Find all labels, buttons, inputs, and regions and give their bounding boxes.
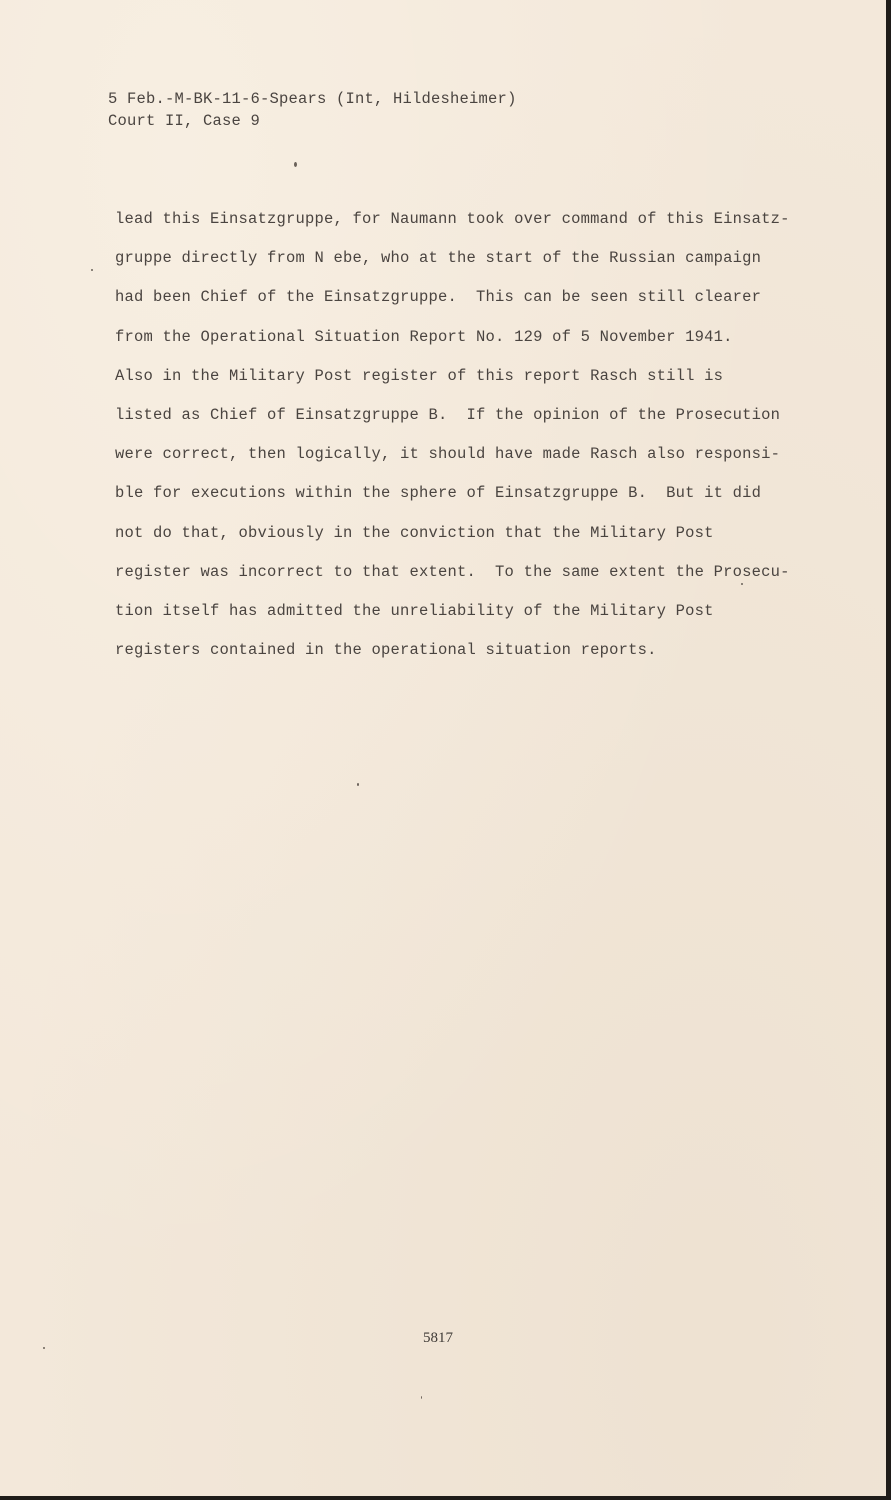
body-line: lead this Einsatzgruppe, for Naumann took over command of this Einsatz-: [115, 210, 790, 228]
document-body: [115, 200, 790, 670]
body-line: register was incorrect to that extent. To the same extent the Prosecu-: [115, 562, 790, 581]
paper-speck: [91, 269, 93, 271]
scan-edge-right: [886, 0, 891, 1500]
body-line: were correct, then logically, it should have made Rasch also responsi-: [115, 445, 781, 464]
paper-speck: [43, 1347, 45, 1349]
body-line: not do that, obviously in the conviction that the Military Post: [115, 523, 714, 542]
scan-edge-bottom: [0, 1496, 891, 1500]
paper-speck: [741, 583, 743, 585]
body-line: registers contained in the operational situation reports.: [115, 641, 657, 660]
paper-speck: [421, 1396, 422, 1399]
body-line: from the Operational Situation Report No. 129 of 5 November 1941.: [115, 327, 733, 346]
body-line: had been Chief of the Einsatzgruppe. This can be seen still clearer: [115, 288, 762, 307]
paper-speck: [357, 783, 359, 786]
body-line: Also in the Military Post register of this report Rasch still is: [115, 366, 724, 385]
header-court-line: Court II, Case 9: [108, 112, 261, 130]
page-number: 5817: [423, 1330, 453, 1346]
body-line: tion itself has admitted the unreliability of the Military Post: [115, 602, 714, 621]
body-line: ble for executions within the sphere of Einsatzgruppe B. But it did: [115, 484, 762, 503]
header-reference-line: 5 Feb.-M-BK-11-6-Spears (Int, Hildesheimer): [108, 90, 517, 108]
document-header: [108, 88, 517, 132]
body-line: listed as Chief of Einsatzgruppe B. If the opinion of the Prosecution: [115, 406, 781, 425]
body-line: gruppe directly from N ebe, who at the start of the Russian campaign: [115, 249, 762, 268]
paper-speck: [294, 162, 297, 167]
